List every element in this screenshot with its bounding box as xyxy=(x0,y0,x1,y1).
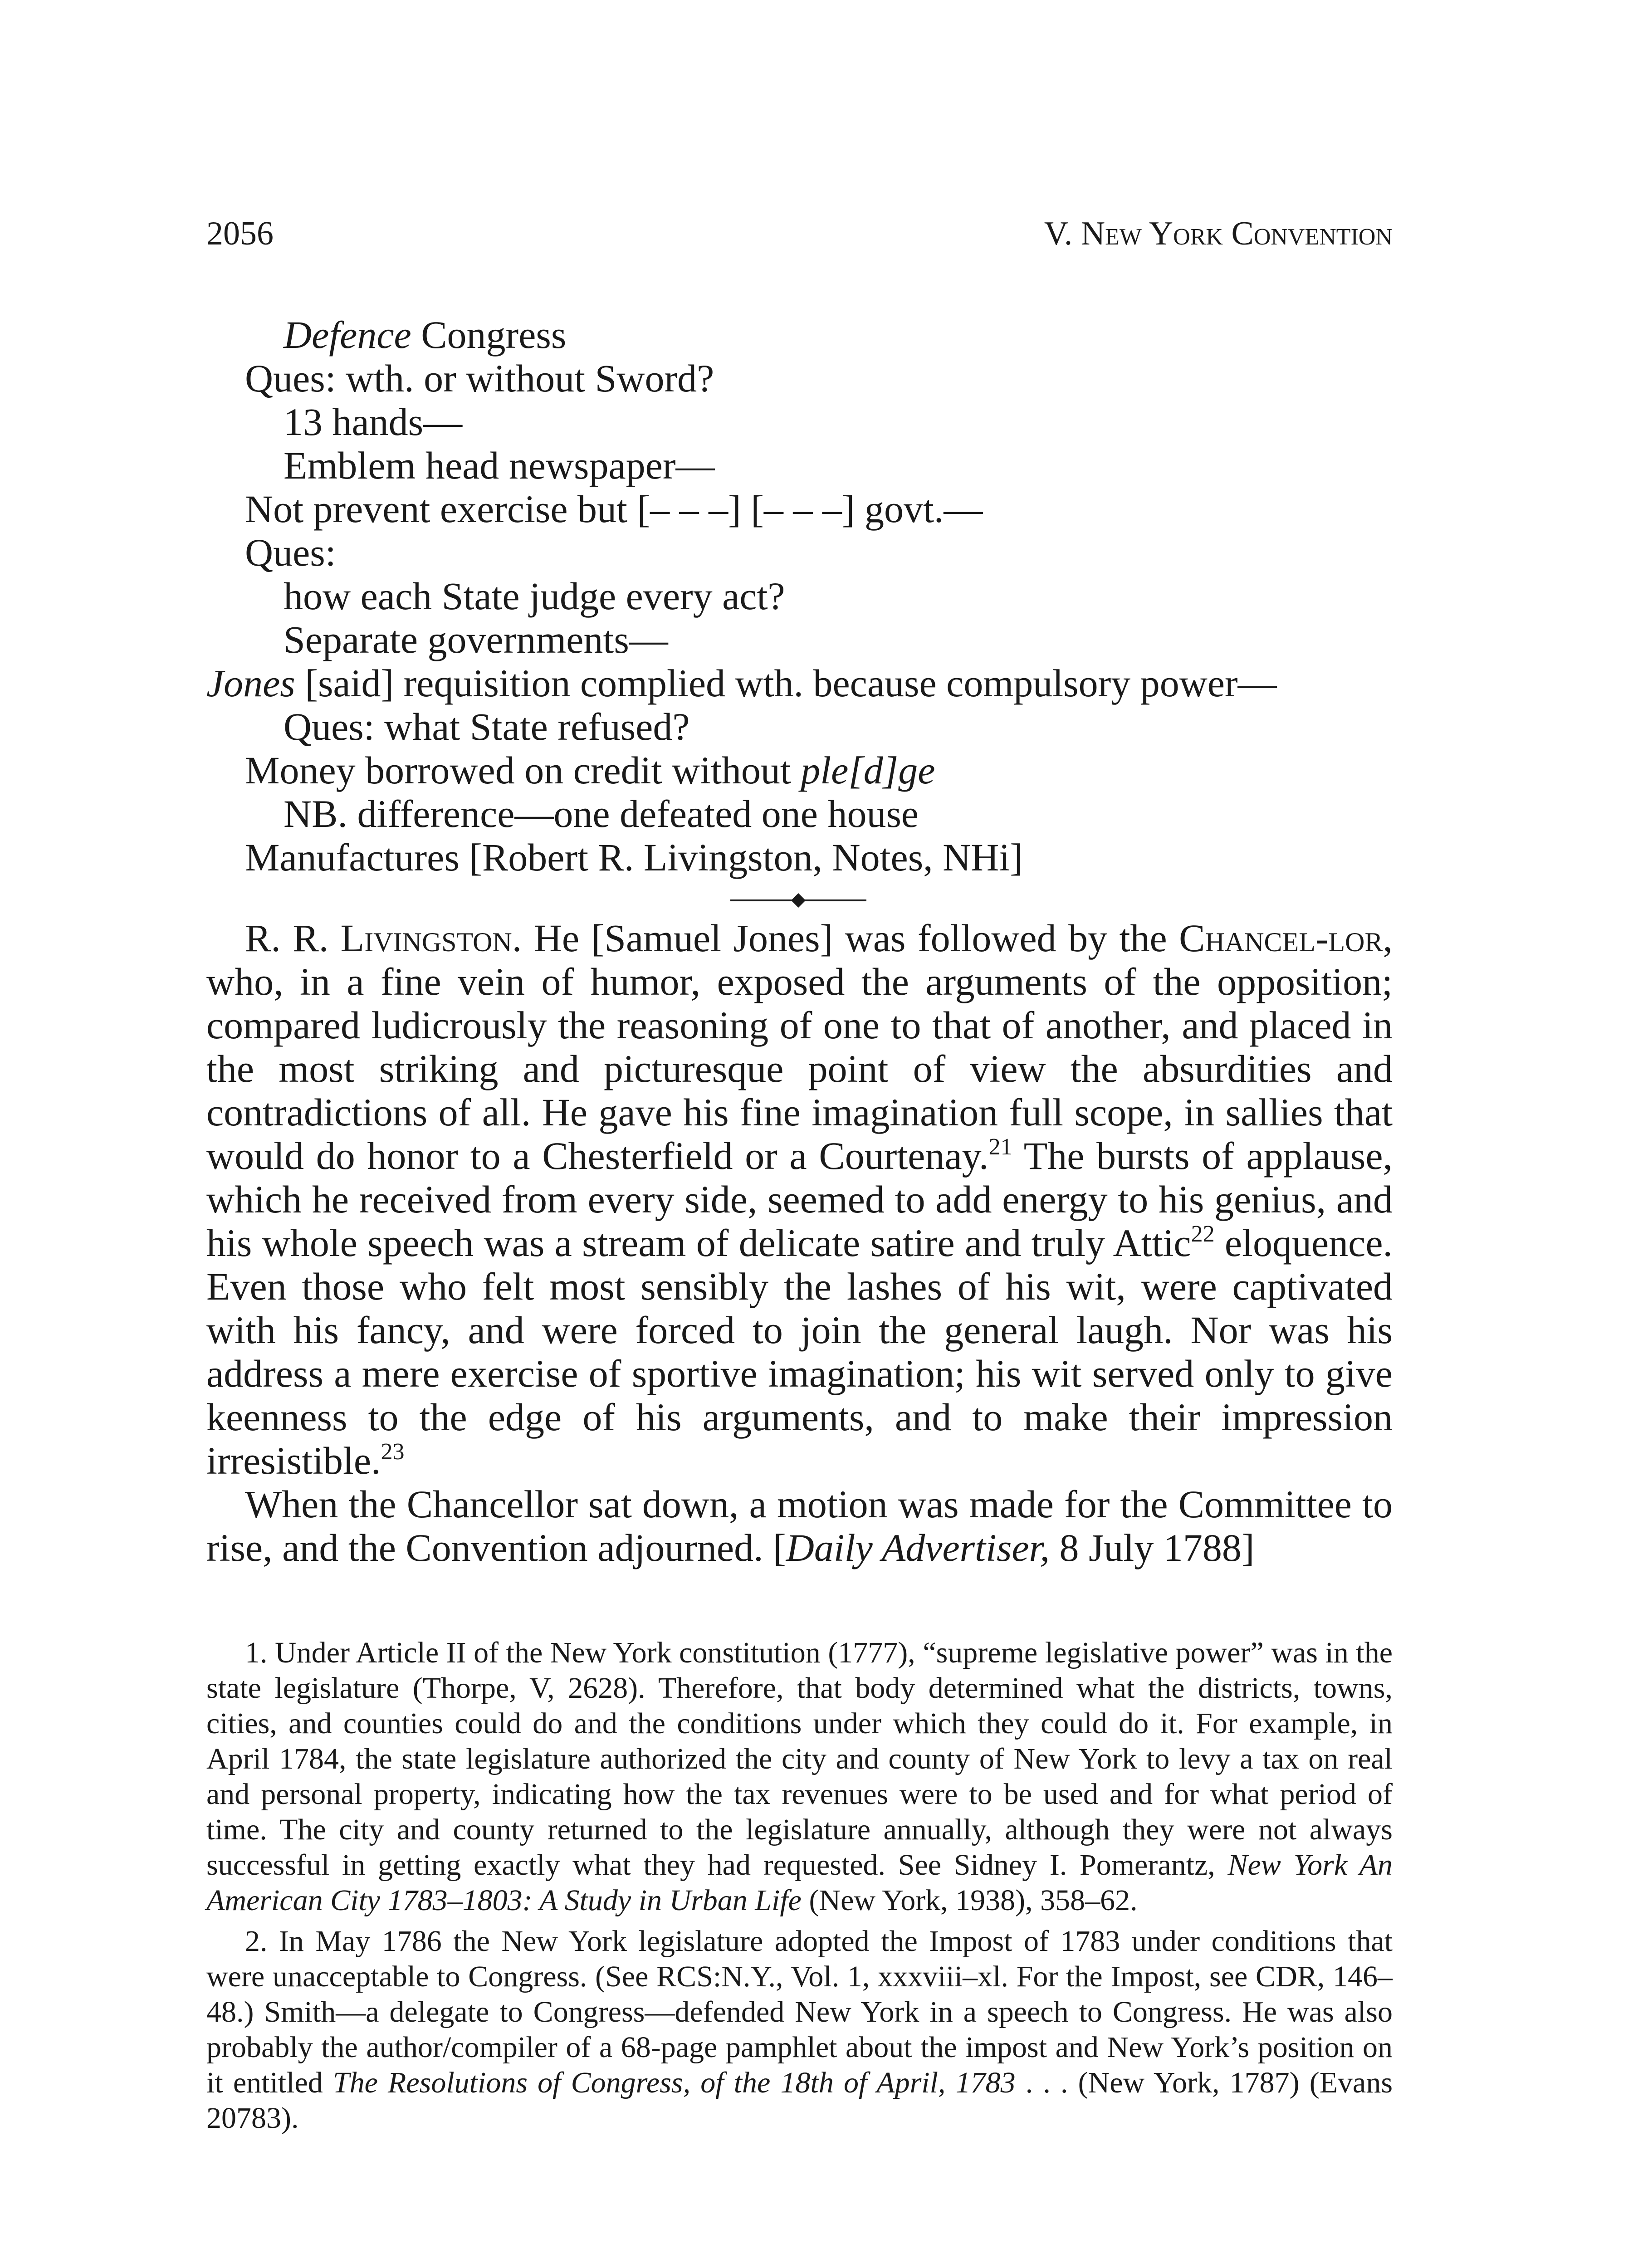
notes-line: Ques: what State refused? xyxy=(284,705,690,748)
running-head xyxy=(1044,217,1393,250)
notes-line: Defence Congress xyxy=(284,313,567,357)
notes-line: Money borrowed on credit without ple[d]ge xyxy=(245,748,935,792)
footnote-2: 2. In May 1786 the New York legislature adopted the Impost of 1783 under conditions that were unacceptable to Congress. (See RCS:N.Y., Vol. 1, xxxviii–xl. For the Impost, see CDR, 146–48.) Smith—a delegate to Congress—defended New York in a speech to Congress. He was also probably the author/compiler of a 68-page pamphlet about the impost and New York’s position on it entitled The Resolutions of Congress, of the 18th of April, 1783 . . . (New York, 1787) (Evans 20783). xyxy=(206,1925,1393,2135)
notes-line: how each State judge every act? xyxy=(284,574,785,618)
notes-line: Ques: wth. or without Sword? xyxy=(245,357,714,400)
chancellor-name: Chancel-lor xyxy=(1179,916,1383,960)
running-head-prefix: V. N xyxy=(1044,215,1105,252)
notes-line: Ques: xyxy=(245,531,336,574)
section-divider-ornament xyxy=(730,891,866,909)
running-head-smallcaps: ew York Convention xyxy=(1105,215,1393,252)
footnotes xyxy=(206,1635,1393,2141)
footnote-ref: 21 xyxy=(988,1134,1012,1160)
running-header xyxy=(206,217,1393,250)
paragraph: R. R. Livingston. He [Samuel Jones] was followed by the Chancel-lor, who, in a fine vein of humor, exposed the arguments of the opposition; compared ludicrously the reasoning of one to that of another, and placed in the most striking and picturesque point of view the absurdities and contradictions of all. He gave his fine imagination full scope, in sallies that would do honor to a Chesterfield or a Courtenay.$^{21}$ The bursts of applause, which he received from every side, seemed to add energy to his genius, and his whole speech was a stream of delicate satire and truly Attic$^{22}$ eloquence. Even those who felt most sensibly the lashes of his wit, were captivated with his fancy, and were forced to join the general laugh. Nor was his address a mere exercise of sportive imagination; his wit served only to give keenness to the edge of his arguments, and to make their impression irresistible.$^{23}$ xyxy=(206,916,1393,1482)
notes-line: Not prevent exercise but [– – –] [– – –] govt.— xyxy=(245,487,983,531)
notes-line: 13 hands— xyxy=(284,400,463,444)
notes-line: Manufactures [Robert R. Livingston, Notes, NHi] xyxy=(245,836,1023,879)
speaker-name: R. R. Livingston. xyxy=(245,916,522,960)
notes-line: Separate governments— xyxy=(284,618,668,661)
source-title: Daily Advertiser, xyxy=(786,1526,1050,1569)
livingston-notes xyxy=(206,313,1393,879)
body-text xyxy=(206,916,1393,1569)
page-number: 2056 xyxy=(206,215,274,252)
notes-line: Emblem head newspaper— xyxy=(284,444,715,487)
paragraph: When the Chancellor sat down, a motion was made for the Committee to rise, and the Convention adjourned. [Daily Advertiser, 8 July 1788] xyxy=(206,1482,1393,1569)
footnote-ref: 22 xyxy=(1191,1221,1215,1247)
notes-line: Jones [said] requisition complied wth. because compulsory power— xyxy=(206,661,1277,705)
notes-line: NB. difference—one defeated one house xyxy=(284,792,919,836)
footnote-1: 1. Under Article II of the New York constitution (1777), “supreme legislative power” was in the state legislature (Thorpe, V, 2628). Therefore, that body determined what the districts, towns, cities, and counties could do and the conditions under which they could do it. For example, in April 1784, the state legislature authorized the city and county of New York to levy a tax on real and personal property, indicating how the tax revenues were to be used and for what period of time. The city and county returned to the legislature annually, although they were not always successful in getting exactly what they had requested. See Sidney I. Pomerantz, New York An American City 1783–1803: A Study in Urban Life (New York, 1938), 358–62. xyxy=(206,1636,1393,1917)
footnote-ref: 23 xyxy=(381,1439,405,1465)
